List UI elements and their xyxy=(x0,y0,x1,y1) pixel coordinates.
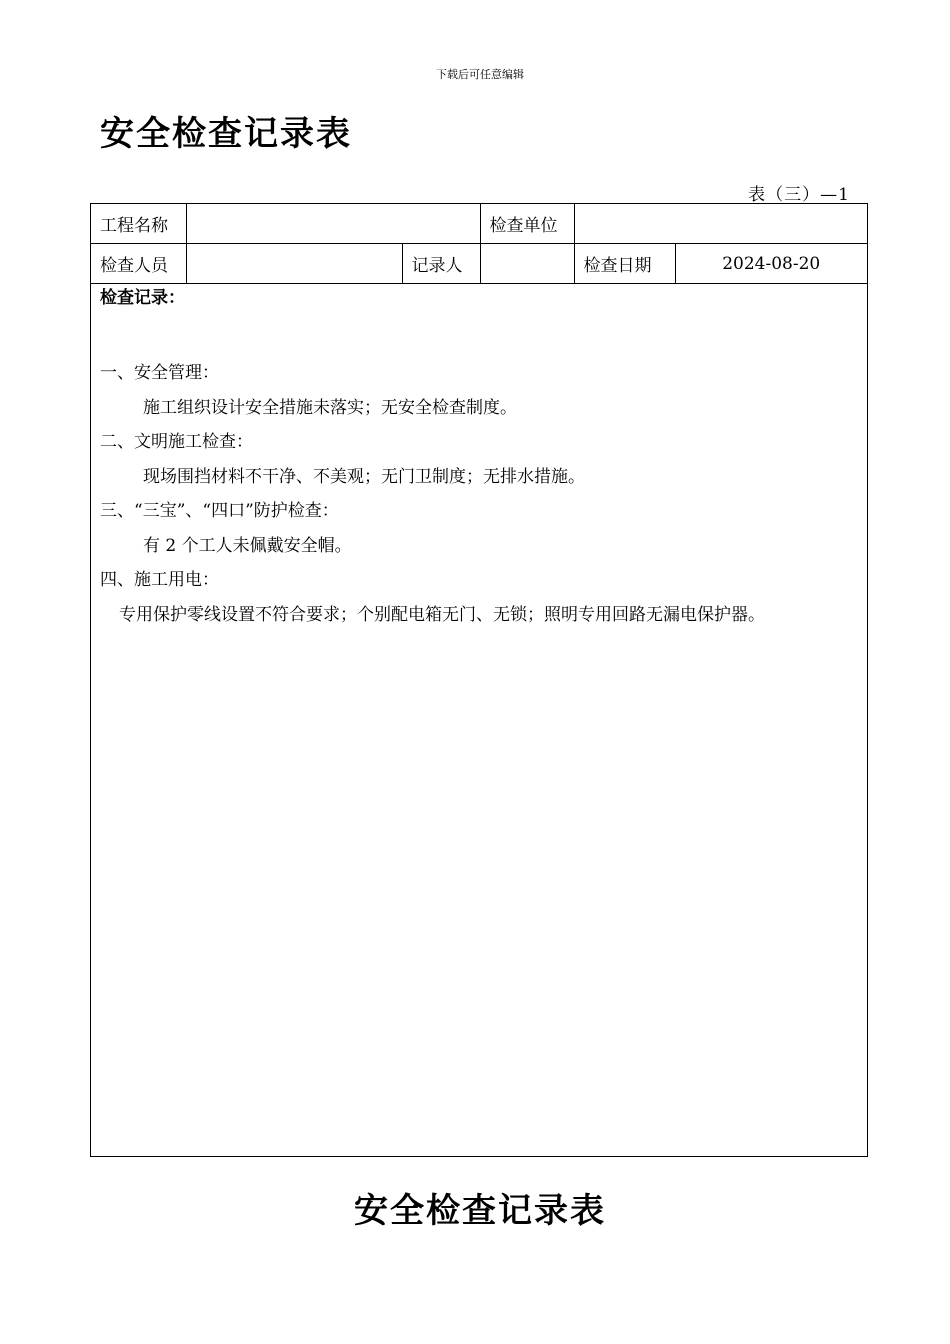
inspection-unit-field[interactable] xyxy=(574,204,867,244)
record-item: 专用保护零线设置不符合要求；个别配电箱无门、无锁；照明专用回路无漏电保护器。 xyxy=(119,604,765,625)
recorder-label: 记录人 xyxy=(402,244,480,284)
footer-title: 安全检查记录表 xyxy=(354,1191,606,1231)
project-name-label: 工程名称 xyxy=(91,204,186,244)
record-title: 检查记录： xyxy=(100,288,185,308)
header-note: 下载后可任意编辑 xyxy=(436,68,524,81)
inspection-date-field[interactable]: 2024-08-20 xyxy=(675,244,867,284)
inspector-label: 检查人员 xyxy=(91,244,186,284)
form-number: 表（三）—1 xyxy=(748,185,850,205)
record-item: 施工组织设计安全措施未落实；无安全检查制度。 xyxy=(143,397,517,418)
info-row-project xyxy=(91,204,867,244)
section-heading-civilized-construction: 二、文明施工检查： xyxy=(100,432,253,452)
project-name-field[interactable] xyxy=(186,204,480,244)
recorder-field[interactable] xyxy=(480,244,574,284)
inspection-date-label: 检查日期 xyxy=(574,244,675,284)
info-table xyxy=(91,204,867,284)
record-item: 有 2 个工人未佩戴安全帽。 xyxy=(143,535,352,556)
inspection-record xyxy=(91,284,867,632)
section-heading-safety-management: 一、安全管理： xyxy=(100,363,219,383)
record-sheet xyxy=(90,203,868,1157)
inspector-field[interactable] xyxy=(186,244,402,284)
info-row-inspection xyxy=(91,244,867,284)
page-title: 安全检查记录表 xyxy=(100,114,352,154)
record-item: 现场围挡材料不干净、不美观；无门卫制度；无排水措施。 xyxy=(143,466,585,487)
inspection-unit-label: 检查单位 xyxy=(480,204,574,244)
section-heading-protection-check: 三、“三宝”、“四口”防护检查： xyxy=(100,501,339,521)
section-heading-electricity: 四、施工用电： xyxy=(100,570,219,590)
